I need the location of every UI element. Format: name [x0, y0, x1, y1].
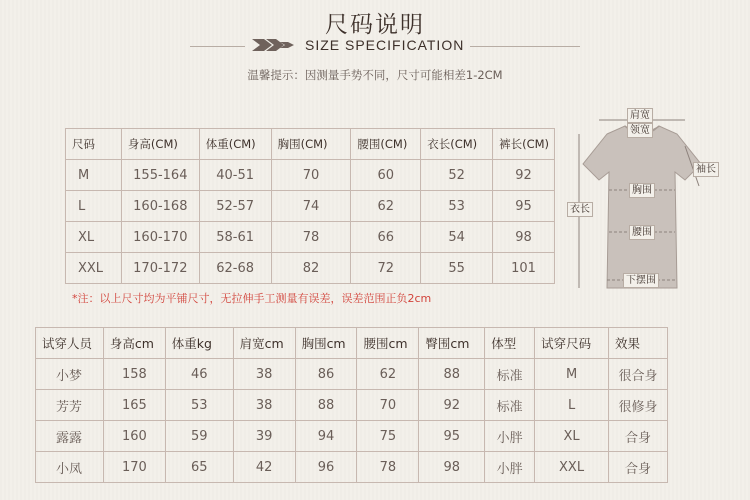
column-header: 效果	[609, 328, 668, 359]
table-cell: 78	[271, 222, 351, 253]
table-cell: 96	[295, 452, 357, 483]
column-header: 尺码	[66, 129, 122, 160]
column-header: 肩宽cm	[233, 328, 295, 359]
table-header-row	[36, 328, 668, 359]
table-row	[66, 222, 555, 253]
table-row	[66, 191, 555, 222]
column-header: 臀围cm	[419, 328, 485, 359]
table-cell: 42	[233, 452, 295, 483]
collar-label: 领宽	[627, 123, 653, 138]
table-row	[36, 452, 668, 483]
table-cell: 74	[271, 191, 351, 222]
column-header: 试穿尺码	[535, 328, 609, 359]
table-cell: L	[535, 390, 609, 421]
table-cell: 40-51	[199, 160, 271, 191]
table-cell: 88	[419, 359, 485, 390]
arrows-icon	[250, 37, 298, 53]
sleeve-label: 袖长	[693, 162, 719, 177]
table-cell: 92	[419, 390, 485, 421]
table-cell: 小梦	[36, 359, 104, 390]
table-cell: L	[66, 191, 122, 222]
table-cell: 160-168	[121, 191, 199, 222]
column-header: 腰围(CM)	[351, 129, 421, 160]
table-cell: 58-61	[199, 222, 271, 253]
column-header: 身高cm	[103, 328, 165, 359]
column-header: 体型	[485, 328, 535, 359]
size-table	[65, 128, 555, 284]
table-cell: 98	[493, 222, 555, 253]
table-cell: 62	[351, 191, 421, 222]
table-row	[36, 390, 668, 421]
table-cell: 小胖	[485, 452, 535, 483]
footnote: *注：以上尺寸均为平铺尺寸，无拉伸手工测量有误差，误差范围正负2cm	[72, 292, 432, 305]
table-cell: 78	[357, 452, 419, 483]
table-cell: 95	[419, 421, 485, 452]
table-cell: XL	[66, 222, 122, 253]
table-cell: 38	[233, 359, 295, 390]
table-cell: 芳芳	[36, 390, 104, 421]
table-cell: 95	[493, 191, 555, 222]
table-cell: 82	[271, 253, 351, 284]
table-cell: 小胖	[485, 421, 535, 452]
tryon-table	[35, 327, 668, 483]
table-cell: 88	[295, 390, 357, 421]
table-cell: 75	[357, 421, 419, 452]
table-cell: 70	[357, 390, 419, 421]
column-header: 衣长(CM)	[421, 129, 493, 160]
column-header: 裤长(CM)	[493, 129, 555, 160]
length-label: 衣长	[567, 202, 593, 217]
table-cell: 很合身	[609, 359, 668, 390]
table-cell: 46	[165, 359, 233, 390]
tshirt-diagram	[567, 102, 717, 302]
table-cell: 165	[103, 390, 165, 421]
table-cell: XXL	[66, 253, 122, 284]
table-cell: XL	[535, 421, 609, 452]
page-title: 尺码说明	[325, 12, 425, 38]
table-cell: 62	[357, 359, 419, 390]
table-cell: 155-164	[121, 160, 199, 191]
column-header: 身高(CM)	[121, 129, 199, 160]
table-cell: 54	[421, 222, 493, 253]
table-cell: 52-57	[199, 191, 271, 222]
table-row	[66, 160, 555, 191]
table-cell: XXL	[535, 452, 609, 483]
table-cell: 158	[103, 359, 165, 390]
table-cell: 39	[233, 421, 295, 452]
measurement-note: 温馨提示：因测量手势不同，尺寸可能相差1-2CM	[247, 68, 503, 82]
page-subtitle: SIZE SPECIFICATION	[305, 37, 465, 53]
column-header: 胸围cm	[295, 328, 357, 359]
shoulder-label: 肩宽	[627, 108, 653, 123]
table-cell: 170-172	[121, 253, 199, 284]
table-cell: 62-68	[199, 253, 271, 284]
table-cell: 合身	[609, 421, 668, 452]
column-header: 体重kg	[165, 328, 233, 359]
table-cell: 170	[103, 452, 165, 483]
table-cell: 52	[421, 160, 493, 191]
table-cell: 66	[351, 222, 421, 253]
table-cell: 38	[233, 390, 295, 421]
divider-left	[190, 46, 245, 47]
table-row	[66, 253, 555, 284]
table-cell: 53	[165, 390, 233, 421]
hem-label: 下摆围	[623, 273, 659, 288]
table-cell: 小凤	[36, 452, 104, 483]
column-header: 胸围(CM)	[271, 129, 351, 160]
table-cell: M	[66, 160, 122, 191]
table-cell: 101	[493, 253, 555, 284]
table-cell: 65	[165, 452, 233, 483]
table-row	[36, 359, 668, 390]
table-cell: 露露	[36, 421, 104, 452]
divider-right	[470, 46, 580, 47]
table-cell: 94	[295, 421, 357, 452]
waist-label: 腰围	[629, 225, 655, 240]
table-cell: 标准	[485, 359, 535, 390]
column-header: 试穿人员	[36, 328, 104, 359]
table-cell: 160	[103, 421, 165, 452]
table-cell: 70	[271, 160, 351, 191]
table-row	[36, 421, 668, 452]
table-cell: 72	[351, 253, 421, 284]
subtitle-row	[0, 36, 750, 56]
table-cell: 92	[493, 160, 555, 191]
table-cell: 53	[421, 191, 493, 222]
table-header-row	[66, 129, 555, 160]
table-cell: 标准	[485, 390, 535, 421]
chest-label: 胸围	[629, 183, 655, 198]
column-header: 腰围cm	[357, 328, 419, 359]
table-cell: 86	[295, 359, 357, 390]
table-cell: 59	[165, 421, 233, 452]
table-cell: 很修身	[609, 390, 668, 421]
table-cell: 60	[351, 160, 421, 191]
column-header: 体重(CM)	[199, 129, 271, 160]
table-cell: 98	[419, 452, 485, 483]
table-cell: 55	[421, 253, 493, 284]
table-cell: 160-170	[121, 222, 199, 253]
table-cell: M	[535, 359, 609, 390]
table-cell: 合身	[609, 452, 668, 483]
